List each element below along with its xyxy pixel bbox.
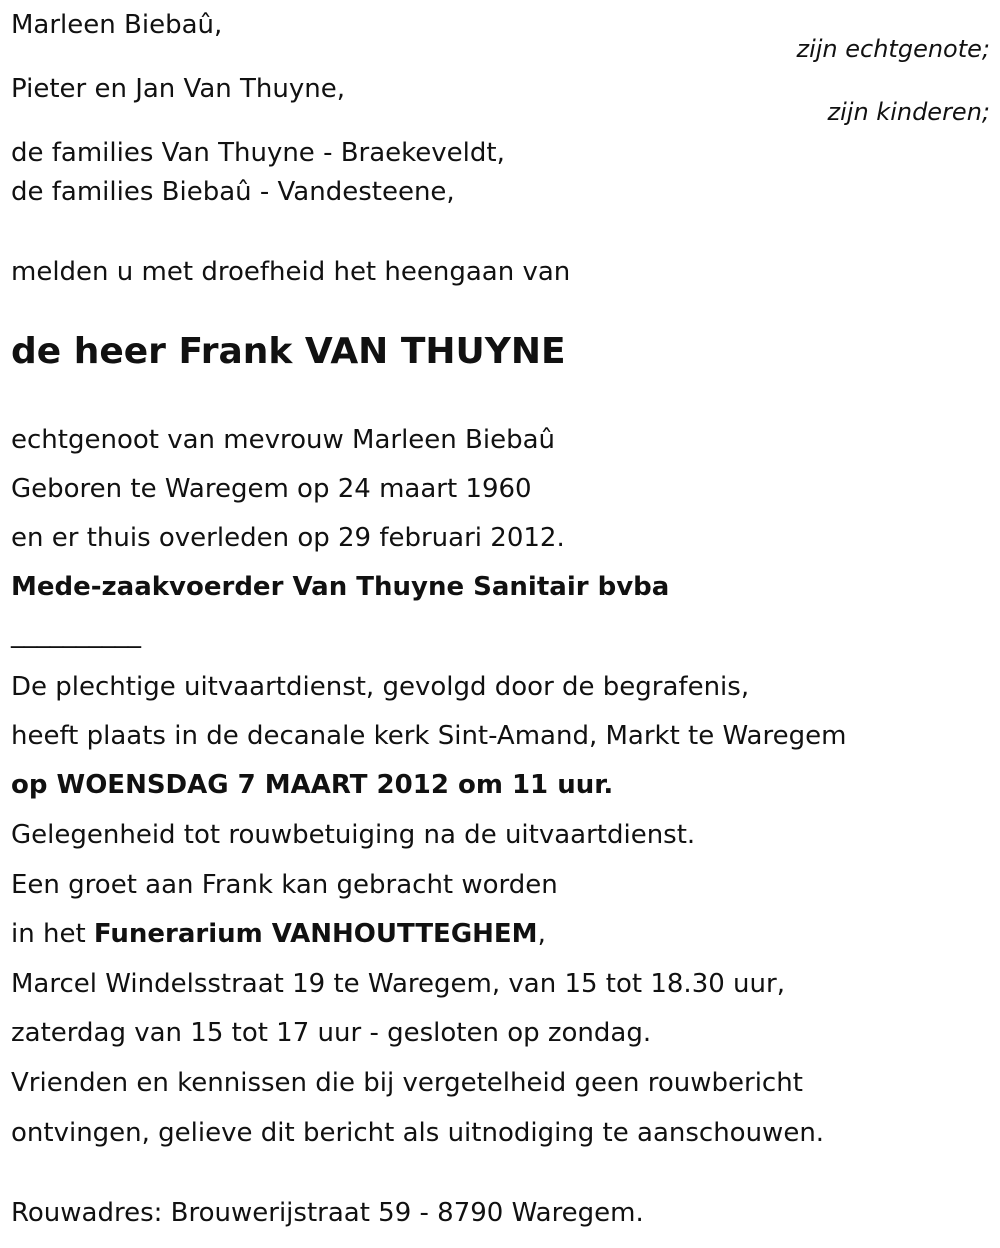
children-role: zijn kinderen;	[827, 98, 990, 126]
service-datetime: op WOENSDAG 7 MAART 2012 om 11 uur.	[11, 770, 614, 800]
funeral-home-name: Funerarium VANHOUTTEGHEM	[93, 919, 538, 949]
funeral-home-address: Marcel Windelsstraat 19 te Waregem, van 15 tot 18.30 uur,	[11, 969, 785, 999]
funeral-home-line	[11, 918, 546, 950]
saturday-hours: zaterdag van 15 tot 17 uur - gesloten op zondag.	[11, 1018, 652, 1048]
families-line-1: de families Van Thuyne - Braekeveldt,	[11, 138, 505, 168]
condolence-info: Gelegenheid tot rouwbetuiging na de uitvaartdienst.	[11, 820, 696, 850]
greeting-info: Een groet aan Frank kan gebracht worden	[11, 870, 558, 900]
separator: __________	[11, 619, 141, 649]
birth-info: Geboren te Waregem op 24 maart 1960	[11, 474, 532, 504]
funeral-home-suffix: ,	[537, 919, 546, 949]
service-line-1: De plechtige uitvaartdienst, gevolgd door de begrafenis,	[11, 672, 750, 702]
death-info: en er thuis overleden op 29 februari 2012.	[11, 523, 565, 553]
families-line-2: de families Biebaû - Vandesteene,	[11, 177, 455, 207]
announcement-intro: melden u met droefheid het heengaan van	[11, 257, 571, 287]
friends-line-2: ontvingen, gelieve dit bericht als uitnodiging te aanschouwen.	[11, 1118, 825, 1148]
friends-line-1: Vrienden en kennissen die bij vergetelheid geen rouwbericht	[11, 1068, 803, 1098]
service-line-2: heeft plaats in de decanale kerk Sint-Amand, Markt te Waregem	[11, 721, 847, 751]
occupation: Mede-zaakvoerder Van Thuyne Sanitair bvba	[11, 572, 670, 602]
children-names: Pieter en Jan Van Thuyne,	[11, 74, 345, 104]
funeral-home-prefix: in het	[11, 919, 94, 949]
mourning-address: Rouwadres: Brouwerijstraat 59 - 8790 Waregem.	[11, 1198, 644, 1228]
spouse-of: echtgenoot van mevrouw Marleen Biebaû	[11, 425, 556, 455]
deceased-name: de heer Frank VAN THUYNE	[11, 331, 566, 372]
spouse-name: Marleen Biebaû,	[11, 10, 223, 40]
spouse-role: zijn echtgenote;	[796, 35, 990, 63]
